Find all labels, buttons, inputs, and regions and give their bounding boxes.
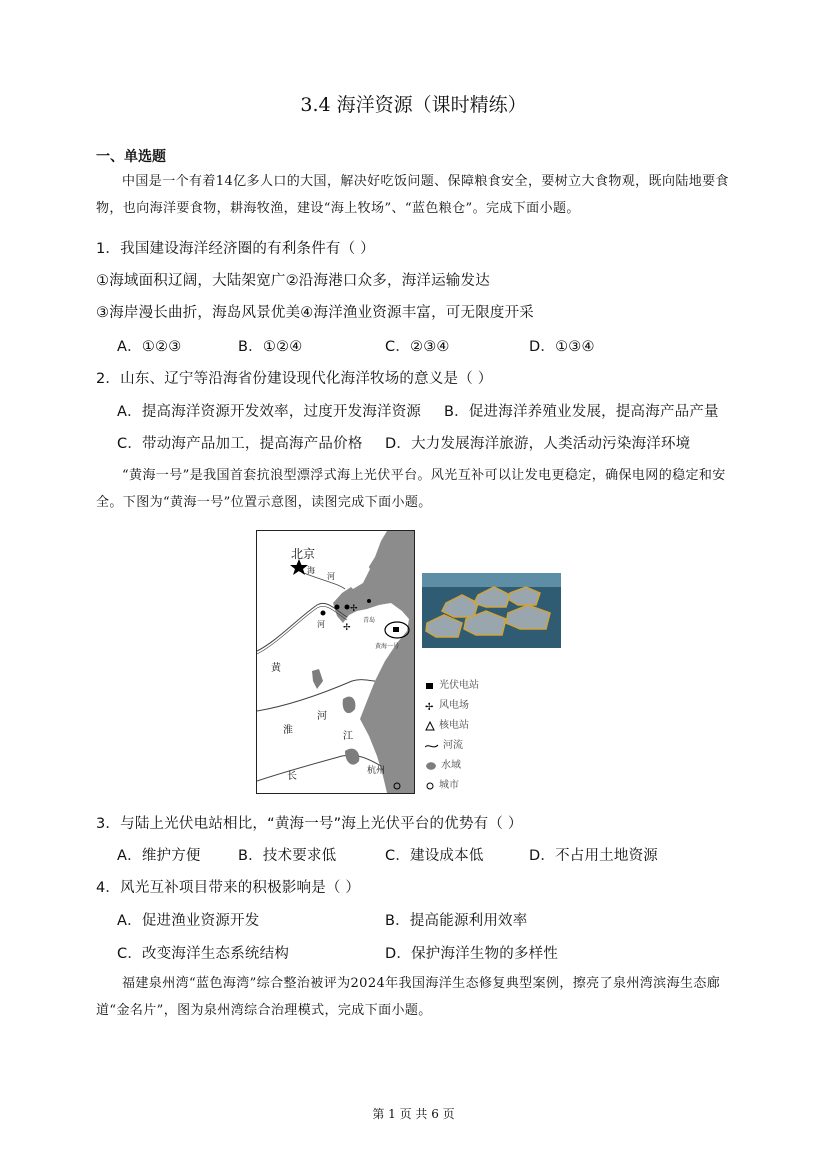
river-icon — [425, 745, 438, 747]
question-4-option-d: D．保护海洋生物的多样性 — [385, 946, 559, 962]
yangtze-river — [257, 755, 381, 781]
wind-farm-icon: ✢ — [425, 701, 434, 711]
floating-solar-photo — [422, 573, 561, 648]
legend-label: 核电站 — [439, 720, 469, 731]
section-heading: 一、单选题 — [96, 149, 166, 165]
question-2-stem: 2．山东、辽宁等沿海省份建设现代化海洋牧场的意义是（ ） — [96, 371, 493, 387]
map-label-jiang: 江 — [343, 731, 353, 742]
map-label-hangzhou: 杭州 — [367, 766, 386, 776]
legend-row-water — [425, 756, 461, 771]
legend-row-solar — [425, 676, 479, 691]
legend-label: 风电场 — [439, 700, 469, 711]
legend-label: 城市 — [439, 780, 459, 791]
question-1-option-a: A．①②③ — [117, 339, 182, 355]
page-footer: 第 1 页 共 6 页 — [372, 1107, 455, 1121]
question-3-option-a: A．维护方便 — [117, 848, 201, 864]
city-dot — [335, 605, 340, 610]
map-label-beijing: 北京 — [291, 547, 316, 561]
map-label-huai: 淮 — [283, 725, 293, 736]
city-dot — [345, 605, 350, 610]
yellow-river-bank — [257, 606, 347, 654]
question-1-stem: 1．我国建设海洋经济圈的有利条件有（ ） — [96, 241, 375, 257]
question-1-statement-line-2: ③海岸漫长曲折，海岛风景优美④海洋渔业资源丰富，可无限度开采 — [96, 305, 534, 321]
map-label-he-3: 河 — [317, 711, 327, 722]
map-label-hai: 海 — [307, 566, 315, 575]
solar-station-icon — [393, 627, 399, 632]
location-map — [256, 530, 415, 794]
city-dot — [367, 599, 371, 603]
map-label-qingdao: 青岛 — [363, 617, 376, 624]
question-4-option-b: B．提高能源利用效率 — [385, 913, 528, 929]
question-4-option-a: A．促进渔业资源开发 — [117, 913, 260, 929]
question-3-option-d: D．不占用土地资源 — [529, 848, 658, 864]
city-dot — [321, 611, 326, 616]
nuclear-plant-icon — [426, 722, 434, 730]
question-2-option-c: C．带动海产品加工，提高海产品价格 — [117, 436, 363, 452]
question-4-option-c: C．改变海洋生态系统结构 — [117, 946, 290, 962]
legend-row-wind — [425, 696, 469, 711]
hai-river — [299, 571, 345, 589]
map-label-huang: 黄 — [271, 663, 281, 674]
question-1-statement-line-1: ①海域面积辽阔，大陆架宽广②沿海港口众多，海洋运输发达 — [96, 273, 490, 289]
legend-label: 河流 — [443, 740, 463, 751]
question-2-option-d: D．大力发展海洋旅游，人类活动污染海洋环境 — [385, 436, 691, 452]
lake-1 — [312, 669, 323, 689]
lake-2 — [343, 697, 356, 713]
question-3-stem: 3．与陆上光伏电站相比，“黄海一号”海上光伏平台的优势有（ ） — [96, 816, 523, 832]
legend-row-nuclear — [425, 716, 469, 731]
question-1-option-b: B．①②④ — [238, 339, 303, 355]
water-icon — [426, 762, 436, 770]
legend-label: 光伏电站 — [439, 680, 479, 691]
passage-2: “黄海一号”是我国首套抗浪型漂浮式海上光伏平台。风光互补可以让发电更稳定，确保电网的稳定和安全。下图为“黄海一号”位置示意图，读图完成下面小题。 — [96, 468, 726, 510]
map-label-he-1: 河 — [327, 572, 335, 581]
map-label-huanghai-1: 黄海一号 — [375, 643, 400, 650]
question-1-option-c: C．②③④ — [385, 339, 450, 355]
question-4-stem: 4．风光互补项目带来的积极影响是（ ） — [96, 880, 361, 896]
legend-label: 水域 — [441, 760, 461, 771]
map-label-he-2: 河 — [317, 620, 325, 629]
passage-1: 中国是一个有着14亿多人口的大国，解决好吃饭问题、保障粮食安全，要树立大食物观，既向陆地要食物，也向海洋要食物，耕海牧渔，建设“海上牧场”、“蓝色粮仓”。完成下面小题。 — [96, 174, 729, 216]
question-2-option-a: A．提高海洋资源开发效率，过度开发海洋资源 — [117, 404, 422, 420]
lake-3 — [345, 749, 359, 765]
question-3-option-c: C．建设成本低 — [385, 848, 484, 864]
question-1-option-d: D．①③④ — [529, 339, 595, 355]
legend-row-river — [425, 736, 463, 751]
question-2-option-b: B．促进海洋养殖业发展，提高海产品产量 — [444, 404, 719, 420]
passage-3: 福建泉州湾“蓝色海湾”综合整治被评为2024年我国海洋生态修复典型案例，擦亮了泉州湾滨海生态廊道“金名片”，图为泉州湾综合治理模式，完成下面小题。 — [96, 976, 721, 1018]
page-title: 3.4 海洋资源（课时精练） — [300, 94, 527, 116]
wind-farm-icon: ✢ — [350, 604, 358, 614]
map-label-chang: 长 — [287, 771, 297, 782]
city-icon — [427, 783, 433, 789]
question-3-option-b: B．技术要求低 — [238, 848, 337, 864]
legend-row-city — [425, 776, 459, 791]
wind-farm-icon: ✢ — [343, 623, 351, 633]
solar-station-icon — [426, 683, 433, 689]
